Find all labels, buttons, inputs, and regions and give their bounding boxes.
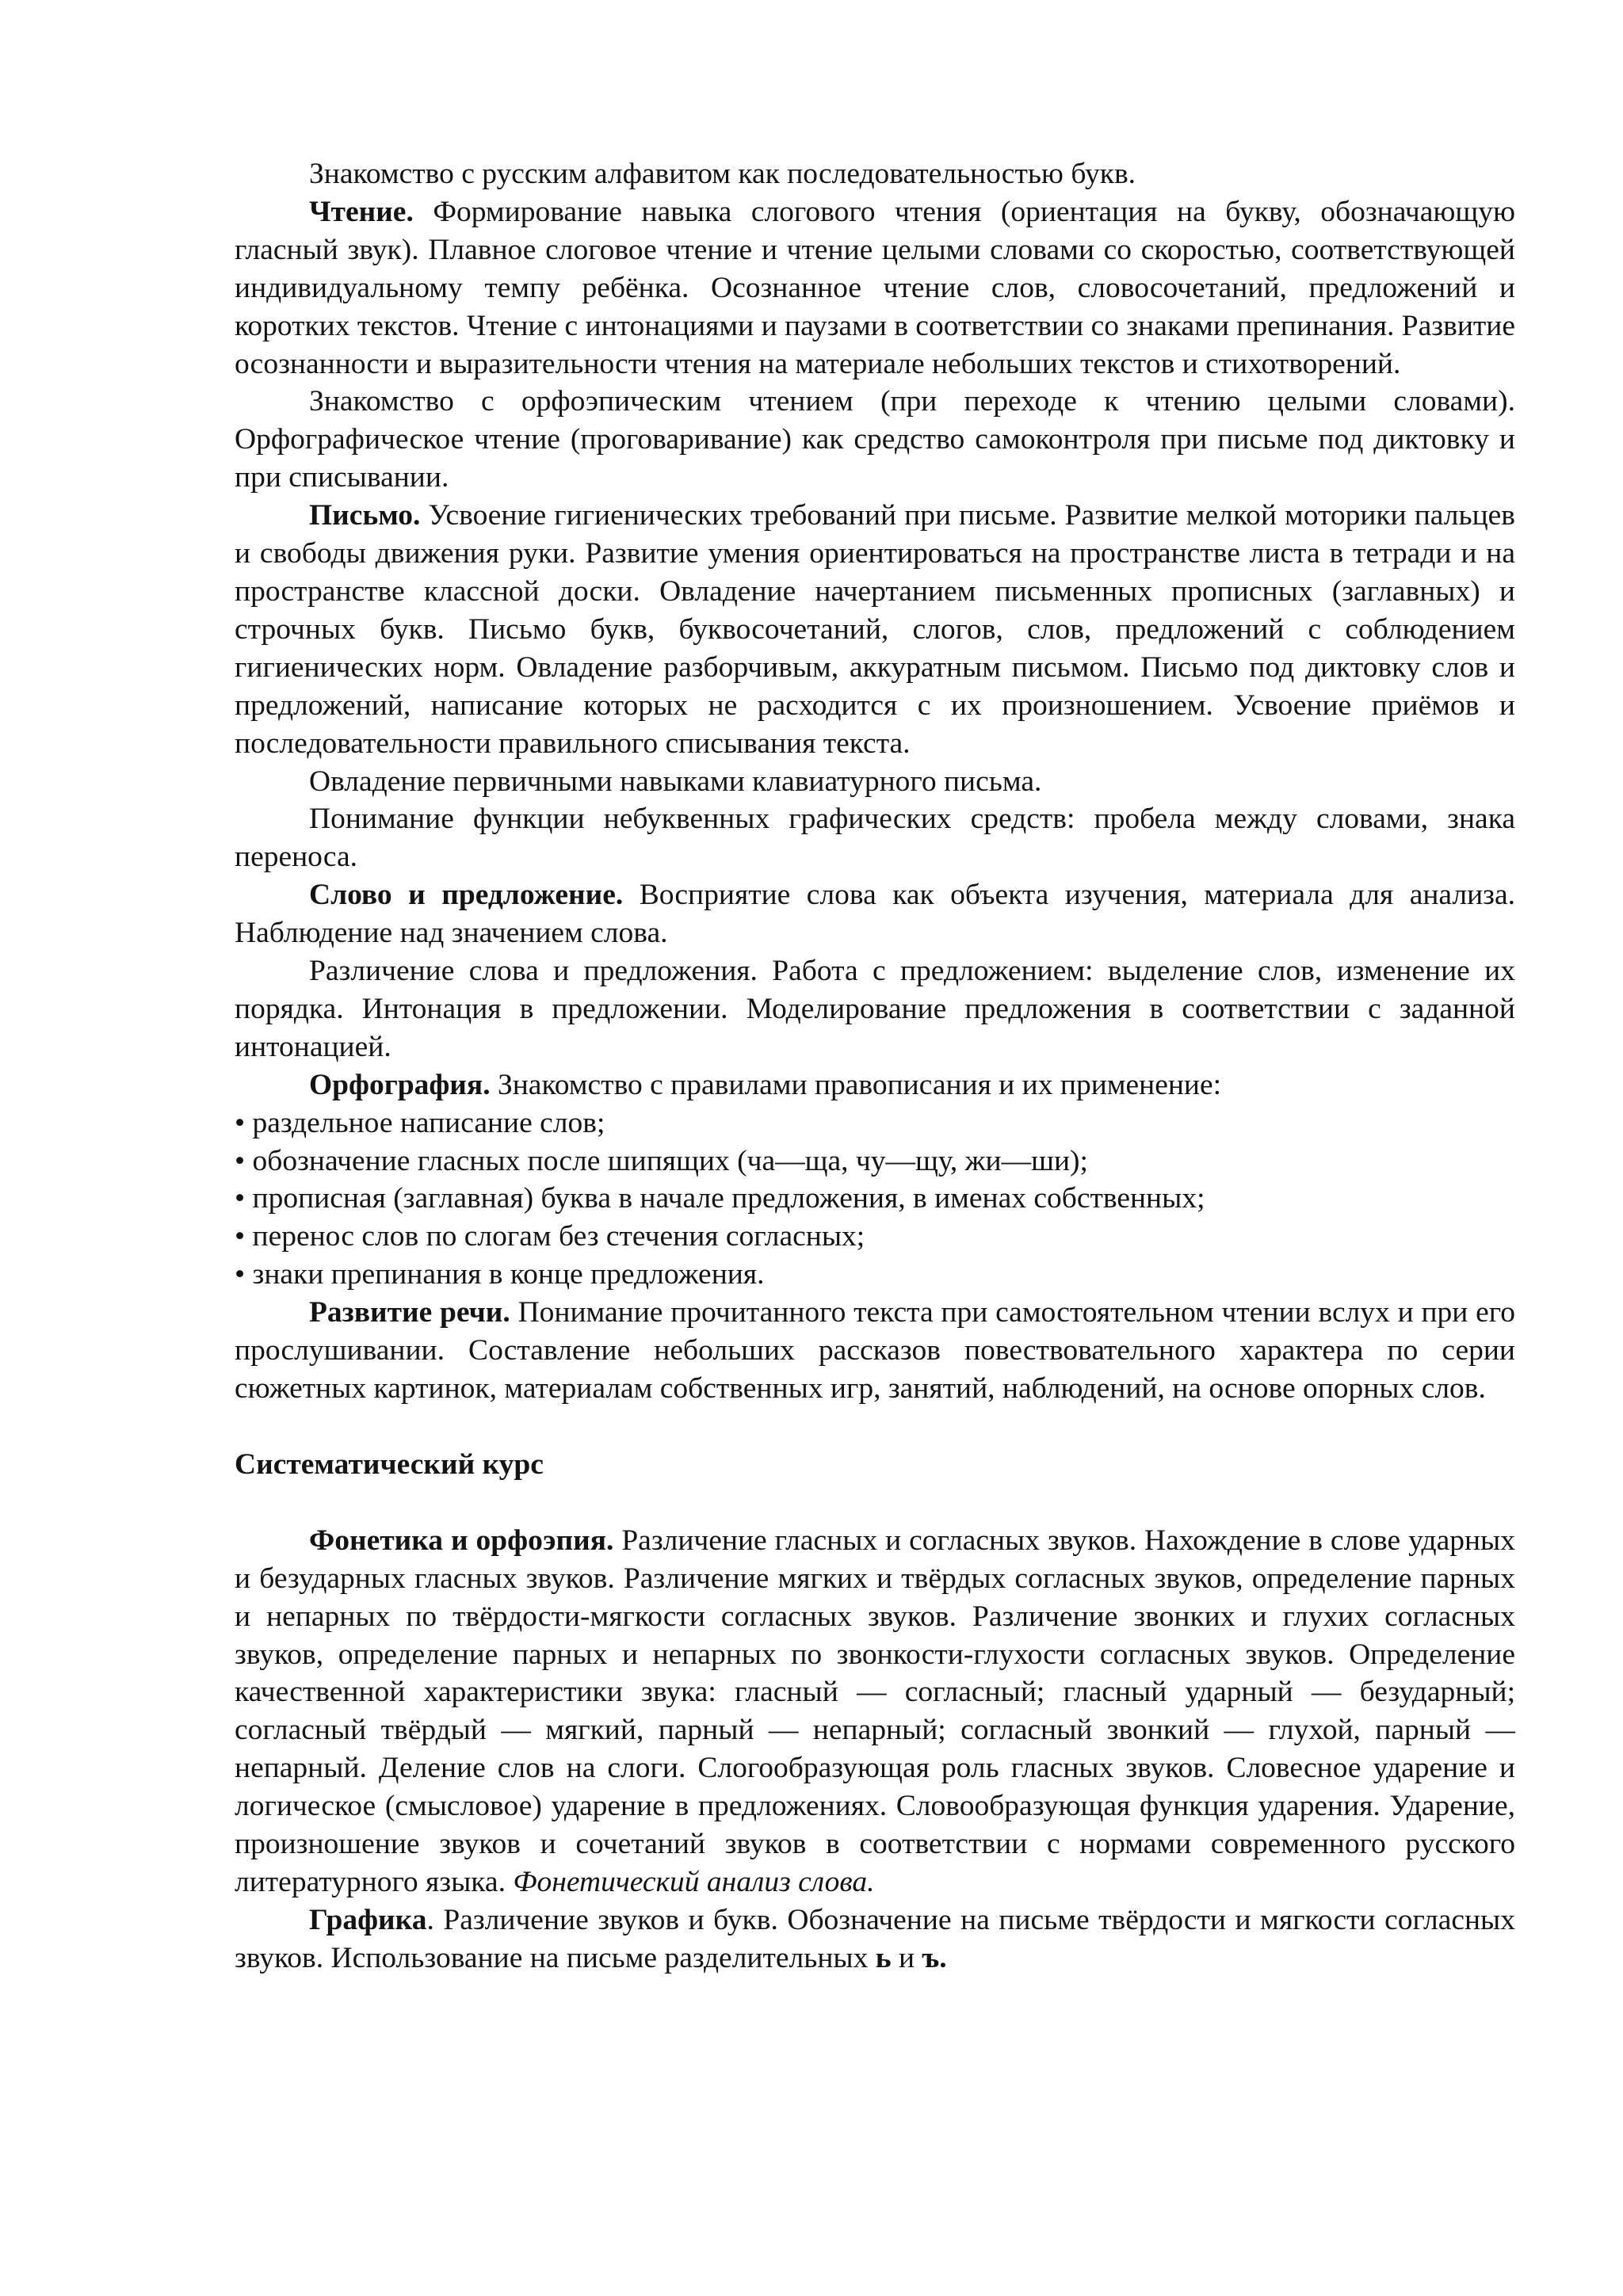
graphics-text: . Различение звуков и букв. Обозначение на письме твёрдости и мягкости согласных звуков. Использование на письме разделительных xyxy=(235,1903,1515,1974)
reading-text: Формирование навыка слогового чтения (ориентация на букву, обозначающую гласный звук). Плавное слоговое чтение и чтение целыми словами со скоростью, соответствующей индивидуальному темпу ребёнка. Осознанное чтение слов, словосочетаний, предложений и коротких текстов. Чтение с интонациями и паузами в соответствии со знаками препинания. Развитие осознанности и выразительности чтения на материале небольших текстов и стихотворений. xyxy=(235,195,1515,380)
orthography-heading: Орфография. xyxy=(309,1068,491,1101)
bullet-item: • обозначение гласных после шипящих (ча—ща, чу—щу, жи—ши); xyxy=(235,1144,1088,1177)
bullet-item: • перенос слов по слогам без стечения согласных; xyxy=(235,1220,865,1253)
paragraph-word-sentence xyxy=(235,876,1515,952)
bullet-item: • знаки препинания в конце предложения. xyxy=(235,1258,765,1291)
paragraph-graphics xyxy=(235,1901,1515,1978)
paragraph-orthoepic-reading: Знакомство с орфоэпическим чтением (при переходе к чтению целыми словами). Орфографическое чтение (проговаривание) как средство самоконтроля при письме под диктовку и при списывании. xyxy=(235,385,1515,494)
paragraph-reading xyxy=(235,193,1515,383)
speech-text: Понимание прочитанного текста при самостоятельном чтении вслух и при его прослушивании. Составление небольших рассказов повествовательного характера по серии сюжетных картинок, материалам собственных игр, занятий, наблюдений, на основе опорных слов. xyxy=(235,1296,1515,1405)
word-sentence-heading: Слово и предложение. xyxy=(309,879,624,912)
writing-heading: Письмо. xyxy=(309,499,421,532)
paragraph-alphabet: Знакомство с русским алфавитом как последовательностью букв. xyxy=(309,158,1136,190)
reading-heading: Чтение. xyxy=(309,195,414,228)
paragraph-writing xyxy=(235,497,1515,762)
section-heading: Систематический курс xyxy=(235,1447,544,1481)
writing-text: Усвоение гигиенических требований при письме. Развитие мелкой моторики пальцев и свободы движения руки. Развитие умения ориентироваться на пространстве листа в тетради и на пространстве классной доски. Овладение начертанием письменных прописных (заглавных) и строчных букв. Письмо букв, буквосочетаний, слогов, слов, предложений с соблюдением гигиенических норм. Овладение разборчивым, аккуратным письмом. Письмо под диктовку слов и предложений, написание которых не расходится с их произношением. Усвоение приёмов и последовательности правильного списывания текста. xyxy=(235,499,1515,760)
paragraph-orthography xyxy=(235,1066,1515,1104)
hard-sign: ъ. xyxy=(922,1941,947,1974)
graphics-conjunction: и xyxy=(891,1941,922,1974)
phonetics-heading: Фонетика и орфоэпия. xyxy=(309,1524,614,1557)
orthography-text: Знакомство с правилами правописания и их применение: xyxy=(490,1068,1222,1101)
word-sentence-text: Восприятие слова как объекта изучения, материала для анализа. Наблюдение над значением слова. xyxy=(235,879,1515,950)
paragraph-speech xyxy=(235,1294,1515,1408)
phonetics-italic-note: Фонетический анализ слова. xyxy=(513,1865,875,1898)
graphics-heading: Графика xyxy=(309,1903,427,1936)
bullet-item: • раздельное написание слов; xyxy=(235,1106,605,1139)
soft-sign: ь xyxy=(875,1941,892,1974)
bullet-item: • прописная (заглавная) буква в начале предложения, в именах собственных; xyxy=(235,1182,1205,1215)
paragraph-graphic-means: Понимание функции небуквенных графических средств: пробела между словами, знака переноса. xyxy=(235,803,1515,874)
phonetics-text: Различение гласных и согласных звуков. Нахождение в слове ударных и безударных гласных звуков. Различение мягких и твёрдых согласных звуков, определение парных и непарных по твёрдости-мягкости согласных звуков. Различение звонких и глухих согласных звуков, определение парных и непарных по звонкости-глухости согласных звуков. Определение качественной характеристики звука: гласный — согласный; гласный ударный — безударный; согласный твёрдый — мягкий, парный — непарный; согласный звонкий — глухой, парный — непарный. Деление слов на слоги. Слогообразующая роль гласных звуков. Словесное ударение и логическое (смысловое) ударение в предложениях. Словообразующая функция ударения. Ударение, произношение звуков и сочетаний звуков в соответствии с нормами современного русского литературного языка. xyxy=(235,1524,1515,1898)
speech-heading: Развитие речи. xyxy=(309,1296,510,1329)
paragraph-word-vs-sentence: Различение слова и предложения. Работа с предложением: выделение слов, изменение их порядка. Интонация в предложении. Моделирование предложения в соответствии с заданной интонацией. xyxy=(235,955,1515,1063)
paragraph-keyboard: Овладение первичными навыками клавиатурного письма. xyxy=(309,765,1042,798)
document-page xyxy=(235,155,1515,1978)
paragraph-phonetics xyxy=(235,1522,1515,1901)
